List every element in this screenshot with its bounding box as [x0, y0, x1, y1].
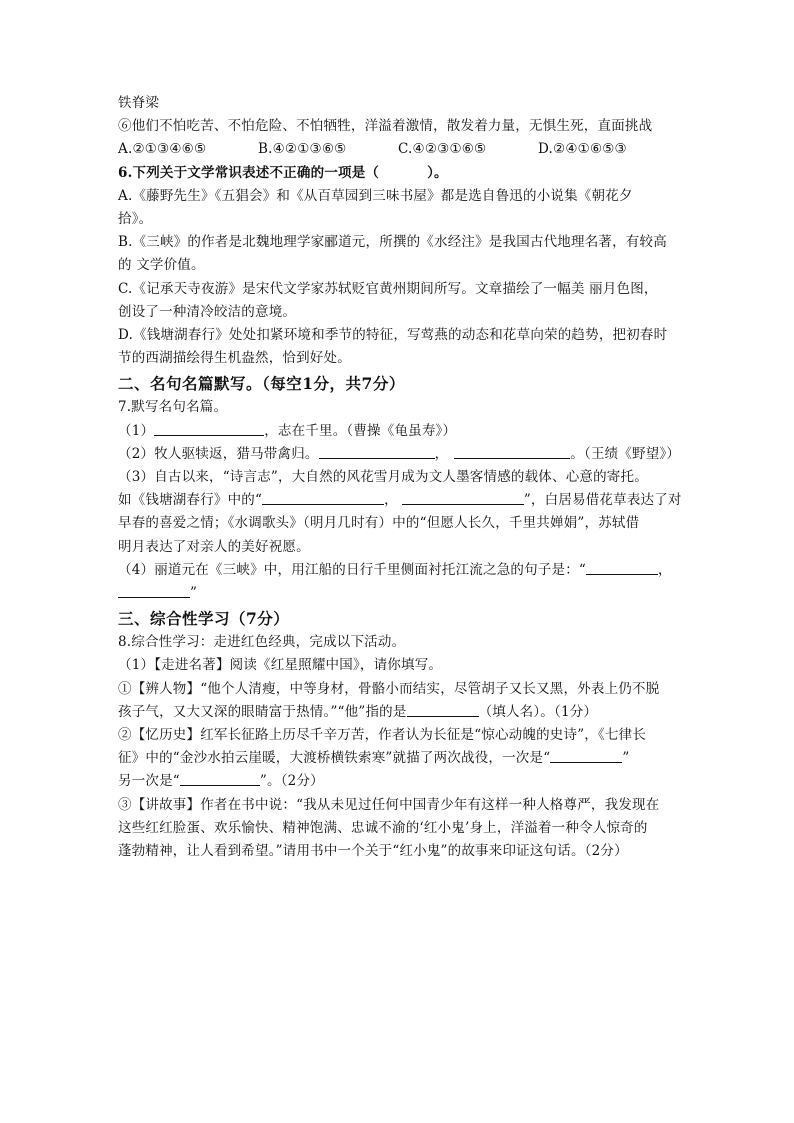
q7-part-3-line1: （3）自古以来，“诗言志”，大自然的风花雪月成为文人墨客情感的载体、心意的寄托。	[118, 469, 648, 486]
fill-blank[interactable]	[154, 421, 264, 436]
item-text: 另一次是“	[118, 773, 180, 790]
part-text: 如《钱塘湖春行》中的“	[118, 492, 263, 509]
part-text: ，志在千里。（曹操《龟虽寿》）	[264, 422, 457, 439]
question-6-stem	[118, 162, 678, 185]
close-quote: ”	[190, 585, 198, 602]
exam-page	[118, 92, 682, 863]
comma: ，	[658, 561, 672, 578]
part-label: （1）	[118, 422, 155, 439]
fill-blank[interactable]	[550, 748, 622, 763]
item-text: （填人名）。（1分）	[478, 703, 598, 720]
fill-blank[interactable]	[402, 490, 524, 505]
option-b: B.④②①③⑥⑤	[258, 141, 347, 158]
q6-option-d-line2: 节的西湖描绘得生机盎然，恰到好处。	[118, 350, 351, 367]
q7-part-3-line4: 明月表达了对亲人的美好祝愿。	[118, 538, 310, 555]
q7-part-2	[118, 443, 681, 466]
item-text: 孩子气，又大又深的眼睛富于热情。”“他”指的是	[118, 703, 407, 720]
option-a: A.②①③④⑥⑤	[118, 141, 207, 158]
q7-part-3-line3: 早春的喜爱之情；《水调歌头》（明月几时有）中的“但愿人长久，千里共婵娟”，苏轼借	[118, 515, 640, 532]
section-2-heading: 二、名句名篇默写。（每空1分，共7分）	[118, 374, 405, 394]
answer-options	[118, 138, 678, 161]
item-text: ”。（2分）	[259, 773, 324, 790]
q6-option-b-line2: 的 文学价值。	[118, 257, 205, 274]
q6-option-c-line2: 创设了一种清冷皎洁的意境。	[118, 303, 297, 320]
question-8-stem: 8.综合性学习：走进红色经典，完成以下活动。	[118, 634, 406, 651]
text-line: 铁脊梁	[118, 95, 160, 111]
q6-option-c-line1: C.《记承天寺夜游》是宋代文学家苏轼贬官黄州期间所写。文章描绘了一幅美 丽月色图，	[118, 280, 658, 297]
part-text: 。（王绩《野望》）	[570, 445, 681, 462]
q8-item-1-line1: ①【辨人物】“他个人清瘦，中等身材，骨骼小而结实，尽管胡子又长又黑，外表上仍不脱	[118, 680, 660, 697]
q8-item-3-line2: 这些红红脸蛋、欢乐愉快、精神饱满、忠诚不渝的‘红小鬼’身上，洋溢着一种令人惊奇的	[118, 819, 648, 836]
q7-part-3-line2	[118, 489, 682, 512]
stem-text-end: ）。	[427, 164, 448, 181]
fill-blank[interactable]	[586, 560, 658, 575]
q8-item-3-line3: 蓬勃精神，让人看到希望。”请用书中一个关于“红小鬼”的故事来印证这句话。（2分）	[118, 843, 628, 860]
q6-option-b-line1: B.《三峡》的作者是北魏地理学家郦道元，所撰的《水经注》是我国古代地理名著，有较高	[118, 234, 667, 251]
part-text: （2）牧人驱犊返，猎马带禽归。	[118, 445, 319, 462]
option-c: C.④②③①⑥⑤	[398, 141, 487, 158]
q6-option-a-line1: A.《藤野先生》《五猖会》和《从百草园到三味书屋》都是选自鲁迅的小说集《朝花夕	[118, 187, 633, 204]
fill-blank[interactable]	[118, 583, 190, 598]
fill-blank[interactable]	[262, 490, 384, 505]
q8-sub-1: （1）【走进名著】阅读《红星照耀中国》，请你填写。	[118, 657, 443, 674]
stem-text: 6.下列关于文学常识表述不正确的一项是（	[118, 164, 380, 181]
fill-blank[interactable]	[180, 771, 260, 786]
q6-option-a-line2: 拾》。	[118, 211, 153, 228]
close-quote: ”	[622, 750, 630, 767]
fill-blank[interactable]	[319, 444, 435, 459]
text-line: ⑥他们不怕吃苦、不怕危险、不怕牺牲，洋溢着激情，散发着力量，无惧生死，直面挑战	[118, 118, 653, 135]
q7-part-1	[118, 420, 678, 443]
q6-option-d-line1: D.《钱塘湖春行》处处扣紧环境和季节的特征，写莺燕的动态和花草向荣的趋势，把初春时	[118, 327, 668, 344]
q7-part-4-line1	[118, 559, 678, 582]
part-text: ”，白居易借花草表达了对	[523, 492, 682, 509]
q8-item-1-line2	[118, 701, 678, 724]
fill-blank[interactable]	[407, 702, 479, 717]
q8-item-2-line1: ②【忆历史】红军长征路上历尽千辛万苦，作者认为长征是“惊心动魄的史诗”，《七律长	[118, 727, 647, 744]
q8-item-2-line2	[118, 747, 678, 770]
part-text: （4）丽道元在《三峡》中，用江船的日行千里侧面衬托江流之急的句子是：“	[118, 561, 586, 578]
answer-space[interactable]	[379, 164, 427, 178]
q7-part-4-line2	[118, 582, 678, 605]
section-3-heading: 三、综合性学习（7分）	[118, 609, 290, 629]
question-7-stem: 7.默写名句名篇。	[118, 399, 228, 416]
item-text: 征》中的“金沙水拍云崖暖，大渡桥横铁索寒”就描了两次战役，一次是“	[118, 750, 551, 767]
q8-item-3-line1: ③【讲故事】作者在书中说：“我从未见过任何中国青少年有这样一种人格尊严，我发现在	[118, 796, 660, 813]
q8-item-2-line3	[118, 770, 678, 793]
fill-blank[interactable]	[454, 444, 570, 459]
comma: ，	[434, 445, 449, 462]
comma: ，	[384, 492, 398, 509]
option-d: D.②④①⑥⑤③	[538, 141, 627, 158]
